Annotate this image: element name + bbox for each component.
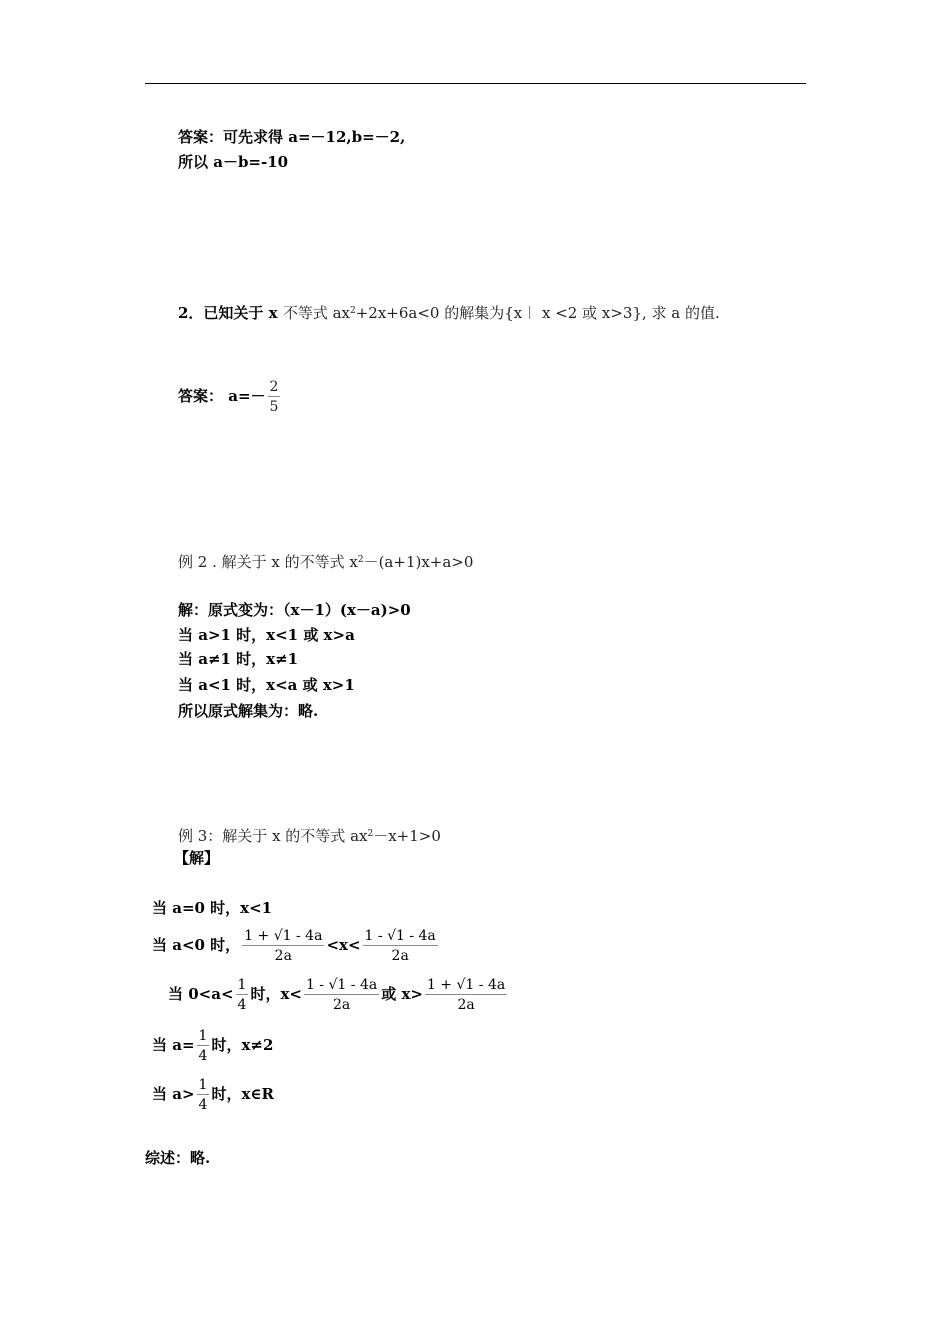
case3-num2: 1 + √1 - 4a (426, 977, 506, 993)
case4-fnum: 1 (198, 1028, 208, 1044)
case5-tail: 时，x∈R (211, 1085, 274, 1103)
example2-title-sup: 2 (357, 555, 364, 565)
answer2-label: 答案： a=－ (178, 387, 266, 405)
example3-case1: 当 a=0 时，x<1 (152, 899, 273, 917)
answer2 (178, 376, 282, 416)
case2-den2: 2a (391, 948, 409, 964)
case4-tail: 时，x≠2 (211, 1036, 274, 1054)
problem2-lead: 2．已知关于 x (178, 304, 283, 322)
case3-fraction-2 (425, 978, 507, 1012)
case3-mid2: 或 x> (381, 985, 423, 1003)
example2-title-a: 例 2 . 解关于 x 的不等式 x (178, 553, 358, 571)
example3-case3 (168, 974, 509, 1014)
example3-title-a: 例 3：解关于 x 的不等式 ax (178, 827, 368, 845)
problem2-text (178, 301, 720, 323)
case2-lead: 当 a<0 时， (152, 936, 241, 954)
case4-lead: 当 a= (152, 1036, 195, 1054)
example3-title (178, 824, 441, 846)
example2-title-b: －(a+1)x+a>0 (363, 553, 474, 571)
case5-fnum: 1 (198, 1077, 208, 1093)
case4-fden: 4 (198, 1048, 208, 1064)
case4-quarter (197, 1029, 210, 1063)
case2-den1: 2a (274, 948, 292, 964)
example3-case5 (152, 1074, 274, 1114)
case2-mid: <x< (326, 936, 361, 954)
case2-num2: 1 - √1 - 4a (364, 928, 436, 944)
example2-sol1: 解：原式变为：（x－1）(x－a)>0 (178, 601, 411, 619)
case2-num1: 1 + √1 - 4a (244, 928, 323, 944)
problem2-text-b: +2x+6a<0 的解集为{x︱ x <2 或 x>3}, 求 a 的值. (355, 304, 720, 322)
case3-fnum: 1 (237, 977, 247, 993)
header-rule (145, 83, 806, 84)
example3-title-b: －x+1>0 (373, 827, 441, 845)
example3-case4 (152, 1025, 273, 1065)
summary: 综述：略. (145, 1149, 211, 1167)
answer1-line2: 所以 a－b=-10 (178, 153, 289, 171)
example3-bracket: 【解】 (174, 849, 220, 867)
case3-lead: 当 0<a< (168, 985, 234, 1003)
problem2-text-a: 不等式 ax (282, 304, 350, 322)
case5-fden: 4 (198, 1097, 208, 1113)
case3-quarter (236, 978, 249, 1012)
case3-den1: 2a (332, 997, 351, 1013)
case2-fraction-2 (363, 929, 438, 963)
case5-lead: 当 a> (152, 1085, 195, 1103)
answer2-frac-den: 5 (269, 399, 279, 415)
answer2-fraction (268, 380, 281, 414)
example2-title (178, 550, 473, 572)
case2-fraction-1 (242, 929, 324, 963)
example2-sol2: 当 a>1 时，x<1 或 x>a (178, 626, 355, 644)
case3-num1: 1 - √1 - 4a (305, 977, 378, 993)
problem2-sup: 2 (350, 306, 356, 316)
case3-fden: 4 (237, 997, 247, 1013)
example3-case2 (152, 925, 440, 965)
case3-mid1: 时，x< (250, 985, 302, 1003)
example2-sol5: 所以原式解集为：略. (178, 702, 319, 720)
answer1-line1: 答案：可先求得 a=－12,b=－2, (178, 128, 406, 146)
case5-quarter (197, 1078, 210, 1112)
case3-den2: 2a (457, 997, 475, 1013)
case3-fraction-1 (304, 978, 379, 1012)
example2-sol4: 当 a<1 时，x<a 或 x>1 (178, 676, 355, 694)
example3-title-sup: 2 (367, 829, 374, 839)
answer2-frac-num: 2 (269, 379, 279, 395)
example2-sol3: 当 a≠1 时，x≠1 (178, 650, 299, 668)
